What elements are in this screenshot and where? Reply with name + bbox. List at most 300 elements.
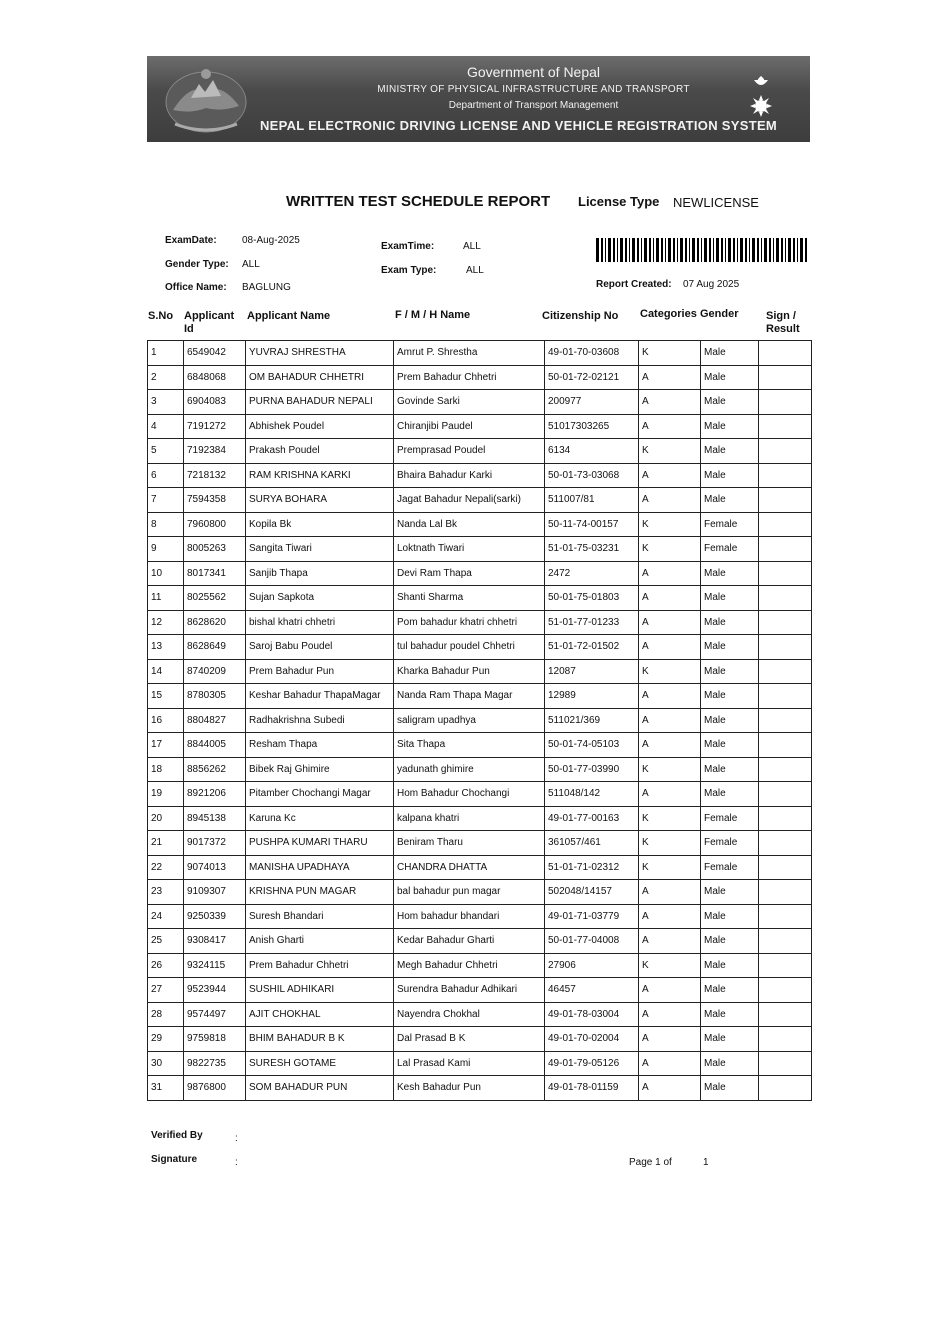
table-row	[148, 684, 812, 709]
col-gender: Gender	[700, 308, 739, 320]
table-row	[148, 1002, 812, 1027]
cell-citizenship: 50-01-72-02121	[545, 365, 639, 390]
cell-gender: Male	[701, 684, 759, 709]
cell-gender: Female	[701, 806, 759, 831]
cell-applicant-name: PUSHPA KUMARI THARU	[246, 831, 394, 856]
verified-by-label: Verified By	[151, 1130, 203, 1141]
cell-category: A	[639, 684, 701, 709]
cell-fmh-name: Kesh Bahadur Pun	[394, 1076, 545, 1101]
cell-applicant-id: 7960800	[184, 512, 246, 537]
cell-sign-result[interactable]	[759, 635, 812, 660]
table-row	[148, 1051, 812, 1076]
cell-sign-result[interactable]	[759, 1002, 812, 1027]
cell-gender: Male	[701, 561, 759, 586]
cell-applicant-id: 8740209	[184, 659, 246, 684]
cell-gender: Female	[701, 512, 759, 537]
cell-applicant-name: KRISHNA PUN MAGAR	[246, 880, 394, 905]
cell-category: A	[639, 1027, 701, 1052]
cell-sign-result[interactable]	[759, 855, 812, 880]
nepal-flag-icon	[746, 70, 776, 122]
cell-sign-result[interactable]	[759, 831, 812, 856]
cell-sign-result[interactable]	[759, 463, 812, 488]
cell-sign-result[interactable]	[759, 806, 812, 831]
cell-category: K	[639, 341, 701, 366]
cell-sign-result[interactable]	[759, 708, 812, 733]
cell-sno: 1	[148, 341, 184, 366]
cell-applicant-name: Sangita Tiwari	[246, 537, 394, 562]
cell-applicant-id: 9759818	[184, 1027, 246, 1052]
office-name-value: BAGLUNG	[242, 282, 291, 293]
col-applicant-id	[184, 310, 234, 336]
cell-applicant-id: 9822735	[184, 1051, 246, 1076]
cell-applicant-name: Resham Thapa	[246, 733, 394, 758]
cell-citizenship: 51-01-71-02312	[545, 855, 639, 880]
cell-applicant-id: 8025562	[184, 586, 246, 611]
cell-citizenship: 51-01-72-01502	[545, 635, 639, 660]
cell-fmh-name: CHANDRA DHATTA	[394, 855, 545, 880]
cell-category: K	[639, 439, 701, 464]
cell-category: A	[639, 1051, 701, 1076]
cell-sno: 21	[148, 831, 184, 856]
table-row	[148, 806, 812, 831]
cell-gender: Male	[701, 586, 759, 611]
table-row	[148, 635, 812, 660]
cell-category: K	[639, 659, 701, 684]
cell-sno: 12	[148, 610, 184, 635]
cell-citizenship: 49-01-78-01159	[545, 1076, 639, 1101]
report-created-value: 07 Aug 2025	[683, 279, 740, 290]
cell-category: A	[639, 414, 701, 439]
col-applicant-id-line2: Id	[184, 323, 194, 335]
cell-category: A	[639, 733, 701, 758]
cell-sno: 2	[148, 365, 184, 390]
schedule-table	[147, 340, 812, 1101]
table-row	[148, 953, 812, 978]
cell-gender: Male	[701, 929, 759, 954]
cell-applicant-id: 9574497	[184, 1002, 246, 1027]
cell-applicant-id: 7594358	[184, 488, 246, 513]
cell-applicant-id: 8856262	[184, 757, 246, 782]
exam-type-label: Exam Type:	[381, 265, 437, 276]
cell-applicant-name: Radhakrishna Subedi	[246, 708, 394, 733]
cell-citizenship: 51017303265	[545, 414, 639, 439]
cell-citizenship: 49-01-70-03608	[545, 341, 639, 366]
cell-applicant-id: 9250339	[184, 904, 246, 929]
cell-fmh-name: Shanti Sharma	[394, 586, 545, 611]
cell-citizenship: 49-01-77-00163	[545, 806, 639, 831]
cell-fmh-name: Pom bahadur khatri chhetri	[394, 610, 545, 635]
cell-category: K	[639, 757, 701, 782]
cell-category: A	[639, 782, 701, 807]
cell-sno: 13	[148, 635, 184, 660]
cell-citizenship: 27906	[545, 953, 639, 978]
cell-gender: Male	[701, 439, 759, 464]
cell-applicant-name: Sujan Sapkota	[246, 586, 394, 611]
cell-fmh-name: saligram upadhya	[394, 708, 545, 733]
cell-sno: 11	[148, 586, 184, 611]
cell-sno: 30	[148, 1051, 184, 1076]
signature-label: Signature	[151, 1154, 198, 1165]
cell-sign-result[interactable]	[759, 782, 812, 807]
cell-sno: 8	[148, 512, 184, 537]
cell-applicant-id: 8921206	[184, 782, 246, 807]
cell-citizenship: 50-01-77-04008	[545, 929, 639, 954]
cell-sign-result[interactable]	[759, 684, 812, 709]
cell-sno: 23	[148, 880, 184, 905]
cell-sign-result[interactable]	[759, 978, 812, 1003]
exam-time-label: ExamTime:	[381, 241, 435, 252]
cell-gender: Male	[701, 414, 759, 439]
cell-citizenship: 49-01-79-05126	[545, 1051, 639, 1076]
cell-applicant-id: 8017341	[184, 561, 246, 586]
cell-sno: 24	[148, 904, 184, 929]
cell-category: A	[639, 586, 701, 611]
cell-sno: 16	[148, 708, 184, 733]
cell-category: K	[639, 806, 701, 831]
cell-sno: 29	[148, 1027, 184, 1052]
cell-gender: Male	[701, 978, 759, 1003]
cell-citizenship: 46457	[545, 978, 639, 1003]
page-label: Page 1 of	[629, 1157, 672, 1168]
cell-category: A	[639, 561, 701, 586]
cell-fmh-name: Dal Prasad B K	[394, 1027, 545, 1052]
cell-sno: 15	[148, 684, 184, 709]
government-title: Government of Nepal	[466, 64, 601, 80]
cell-sign-result[interactable]	[759, 757, 812, 782]
table-row	[148, 659, 812, 684]
cell-fmh-name: Govinde Sarki	[394, 390, 545, 415]
cell-citizenship: 511007/81	[545, 488, 639, 513]
cell-citizenship: 361057/461	[545, 831, 639, 856]
cell-sign-result[interactable]	[759, 365, 812, 390]
cell-applicant-name: OM BAHADUR CHHETRI	[246, 365, 394, 390]
table-row	[148, 586, 812, 611]
cell-sign-result[interactable]	[759, 414, 812, 439]
cell-citizenship: 50-11-74-00157	[545, 512, 639, 537]
cell-applicant-name: Pitamber Chochangi Magar	[246, 782, 394, 807]
cell-gender: Male	[701, 488, 759, 513]
cell-gender: Male	[701, 782, 759, 807]
table-row	[148, 929, 812, 954]
cell-citizenship: 49-01-71-03779	[545, 904, 639, 929]
cell-applicant-id: 9074013	[184, 855, 246, 880]
cell-sno: 20	[148, 806, 184, 831]
cell-sno: 28	[148, 1002, 184, 1027]
cell-applicant-name: Prem Bahadur Pun	[246, 659, 394, 684]
cell-citizenship: 50-01-73-03068	[545, 463, 639, 488]
cell-category: K	[639, 855, 701, 880]
cell-applicant-id: 7191272	[184, 414, 246, 439]
cell-category: A	[639, 463, 701, 488]
cell-sign-result[interactable]	[759, 1076, 812, 1101]
cell-category: K	[639, 537, 701, 562]
cell-citizenship: 511021/369	[545, 708, 639, 733]
license-type-value: NEWLICENSE	[673, 195, 759, 210]
cell-applicant-name: BHIM BAHADUR B K	[246, 1027, 394, 1052]
cell-category: A	[639, 488, 701, 513]
cell-sno: 7	[148, 488, 184, 513]
cell-sno: 25	[148, 929, 184, 954]
cell-gender: Male	[701, 635, 759, 660]
cell-citizenship: 50-01-74-05103	[545, 733, 639, 758]
cell-applicant-name: Sanjib Thapa	[246, 561, 394, 586]
cell-fmh-name: yadunath ghimire	[394, 757, 545, 782]
table-row	[148, 708, 812, 733]
cell-gender: Male	[701, 733, 759, 758]
cell-category: A	[639, 635, 701, 660]
cell-citizenship: 12989	[545, 684, 639, 709]
cell-applicant-name: PURNA BAHADUR NEPALI	[246, 390, 394, 415]
cell-sign-result[interactable]	[759, 1027, 812, 1052]
cell-fmh-name: Nanda Ram Thapa Magar	[394, 684, 545, 709]
cell-sign-result[interactable]	[759, 1051, 812, 1076]
table-row	[148, 855, 812, 880]
cell-gender: Male	[701, 365, 759, 390]
barcode-icon	[596, 238, 808, 262]
table-row	[148, 414, 812, 439]
cell-applicant-id: 8628649	[184, 635, 246, 660]
cell-applicant-name: Kopila Bk	[246, 512, 394, 537]
cell-applicant-name: Saroj Babu Poudel	[246, 635, 394, 660]
cell-category: A	[639, 1002, 701, 1027]
cell-sno: 27	[148, 978, 184, 1003]
cell-applicant-name: Suresh Bhandari	[246, 904, 394, 929]
cell-applicant-name: YUVRAJ SHRESTHA	[246, 341, 394, 366]
cell-applicant-name: bishal khatri chhetri	[246, 610, 394, 635]
table-row	[148, 341, 812, 366]
cell-fmh-name: Hom Bahadur Chochangi	[394, 782, 545, 807]
cell-sign-result[interactable]	[759, 880, 812, 905]
cell-gender: Male	[701, 1027, 759, 1052]
cell-category: A	[639, 904, 701, 929]
cell-citizenship: 50-01-77-03990	[545, 757, 639, 782]
table-row	[148, 831, 812, 856]
cell-applicant-name: Abhishek Poudel	[246, 414, 394, 439]
cell-fmh-name: kalpana khatri	[394, 806, 545, 831]
col-sign-line2: Result	[766, 323, 800, 335]
cell-applicant-name: Keshar Bahadur ThapaMagar	[246, 684, 394, 709]
cell-sno: 10	[148, 561, 184, 586]
cell-applicant-name: SURESH GOTAME	[246, 1051, 394, 1076]
cell-sign-result[interactable]	[759, 929, 812, 954]
cell-category: K	[639, 512, 701, 537]
cell-sign-result[interactable]	[759, 512, 812, 537]
table-row	[148, 537, 812, 562]
cell-fmh-name: Jagat Bahadur Nepali(sarki)	[394, 488, 545, 513]
verified-by-colon: :	[235, 1133, 238, 1144]
cell-gender: Male	[701, 880, 759, 905]
cell-citizenship: 6134	[545, 439, 639, 464]
cell-applicant-id: 7218132	[184, 463, 246, 488]
cell-fmh-name: Hom bahadur bhandari	[394, 904, 545, 929]
table-row	[148, 488, 812, 513]
cell-category: A	[639, 1076, 701, 1101]
cell-applicant-name: Prem Bahadur Chhetri	[246, 953, 394, 978]
exam-date-value: 08-Aug-2025	[242, 235, 300, 246]
col-applicant-name: Applicant Name	[247, 310, 331, 322]
cell-sign-result[interactable]	[759, 341, 812, 366]
schedule-table-body	[148, 341, 812, 1101]
cell-applicant-name: SUSHIL ADHIKARI	[246, 978, 394, 1003]
table-row	[148, 512, 812, 537]
department-title: Department of Transport Management	[448, 100, 619, 111]
cell-sign-result[interactable]	[759, 904, 812, 929]
cell-applicant-id: 9308417	[184, 929, 246, 954]
cell-fmh-name: Surendra Bahadur Adhikari	[394, 978, 545, 1003]
col-sign-result	[766, 310, 800, 336]
col-sno: S.No	[148, 310, 174, 322]
cell-fmh-name: Premprasad Poudel	[394, 439, 545, 464]
cell-applicant-name: Karuna Kc	[246, 806, 394, 831]
cell-applicant-name: AJIT CHOKHAL	[246, 1002, 394, 1027]
cell-sign-result[interactable]	[759, 390, 812, 415]
table-row	[148, 1076, 812, 1101]
cell-category: A	[639, 708, 701, 733]
cell-gender: Male	[701, 1002, 759, 1027]
cell-applicant-name: Bibek Raj Ghimire	[246, 757, 394, 782]
cell-fmh-name: bal bahadur pun magar	[394, 880, 545, 905]
cell-applicant-name: RAM KRISHNA KARKI	[246, 463, 394, 488]
cell-fmh-name: Prem Bahadur Chhetri	[394, 365, 545, 390]
cell-fmh-name: Nayendra Chokhal	[394, 1002, 545, 1027]
cell-fmh-name: Kharka Bahadur Pun	[394, 659, 545, 684]
cell-citizenship: 12087	[545, 659, 639, 684]
cell-applicant-name: SURYA BOHARA	[246, 488, 394, 513]
cell-gender: Female	[701, 537, 759, 562]
cell-applicant-id: 6848068	[184, 365, 246, 390]
cell-citizenship: 51-01-75-03231	[545, 537, 639, 562]
report-created-label: Report Created:	[596, 279, 672, 290]
ministry-title: MINISTRY OF PHYSICAL INFRASTRUCTURE AND TRANSPORT	[377, 84, 690, 95]
cell-gender: Male	[701, 659, 759, 684]
col-citizenship: Citizenship No	[542, 310, 619, 322]
table-row	[148, 365, 812, 390]
cell-gender: Male	[701, 1051, 759, 1076]
cell-fmh-name: Chiranjibi Paudel	[394, 414, 545, 439]
exam-type-value: ALL	[466, 265, 484, 276]
cell-fmh-name: Devi Ram Thapa	[394, 561, 545, 586]
cell-gender: Male	[701, 757, 759, 782]
cell-citizenship: 49-01-78-03004	[545, 1002, 639, 1027]
cell-gender: Male	[701, 463, 759, 488]
cell-applicant-id: 8005263	[184, 537, 246, 562]
table-row	[148, 904, 812, 929]
cell-sign-result[interactable]	[759, 488, 812, 513]
table-row	[148, 439, 812, 464]
system-title: NEPAL ELECTRONIC DRIVING LICENSE AND VEHICLE REGISTRATION SYSTEM	[259, 118, 778, 133]
cell-category: K	[639, 831, 701, 856]
cell-fmh-name: Kedar Bahadur Gharti	[394, 929, 545, 954]
cell-applicant-name: Prakash Poudel	[246, 439, 394, 464]
cell-gender: Male	[701, 708, 759, 733]
license-type-label: License Type	[578, 194, 660, 209]
cell-sign-result[interactable]	[759, 537, 812, 562]
cell-sno: 26	[148, 953, 184, 978]
exam-date-label: ExamDate:	[165, 235, 217, 246]
table-row	[148, 390, 812, 415]
cell-citizenship: 200977	[545, 390, 639, 415]
cell-sno: 6	[148, 463, 184, 488]
cell-applicant-name: SOM BAHADUR PUN	[246, 1076, 394, 1101]
table-row	[148, 978, 812, 1003]
cell-applicant-id: 7192384	[184, 439, 246, 464]
cell-gender: Female	[701, 831, 759, 856]
cell-sign-result[interactable]	[759, 733, 812, 758]
cell-category: A	[639, 880, 701, 905]
cell-sign-result[interactable]	[759, 610, 812, 635]
cell-citizenship: 2472	[545, 561, 639, 586]
header-banner	[147, 56, 810, 142]
cell-citizenship: 502048/14157	[545, 880, 639, 905]
cell-sign-result[interactable]	[759, 586, 812, 611]
exam-time-value: ALL	[463, 241, 481, 252]
cell-sno: 22	[148, 855, 184, 880]
cell-gender: Male	[701, 1076, 759, 1101]
signature-colon: :	[235, 1157, 238, 1168]
cell-sno: 31	[148, 1076, 184, 1101]
gender-type-value: ALL	[242, 259, 260, 270]
cell-category: A	[639, 390, 701, 415]
cell-citizenship: 511048/142	[545, 782, 639, 807]
cell-gender: Male	[701, 341, 759, 366]
cell-sno: 19	[148, 782, 184, 807]
cell-applicant-id: 8804827	[184, 708, 246, 733]
cell-gender: Male	[701, 610, 759, 635]
cell-applicant-id: 6549042	[184, 341, 246, 366]
cell-gender: Male	[701, 953, 759, 978]
cell-sno: 9	[148, 537, 184, 562]
cell-category: K	[639, 953, 701, 978]
cell-fmh-name: Sita Thapa	[394, 733, 545, 758]
office-name-label: Office Name:	[165, 282, 227, 293]
cell-fmh-name: Bhaira Bahadur Karki	[394, 463, 545, 488]
cell-applicant-id: 9109307	[184, 880, 246, 905]
cell-applicant-name: Anish Gharti	[246, 929, 394, 954]
col-categories: Categories	[640, 308, 697, 320]
cell-sno: 5	[148, 439, 184, 464]
cell-fmh-name: Beniram Tharu	[394, 831, 545, 856]
col-sign-line1: Sign /	[766, 310, 796, 322]
cell-sno: 14	[148, 659, 184, 684]
cell-sno: 3	[148, 390, 184, 415]
cell-sno: 17	[148, 733, 184, 758]
cell-applicant-id: 8780305	[184, 684, 246, 709]
cell-gender: Female	[701, 855, 759, 880]
report-title: WRITTEN TEST SCHEDULE REPORT	[286, 193, 551, 210]
cell-fmh-name: Amrut P. Shrestha	[394, 341, 545, 366]
cell-category: A	[639, 365, 701, 390]
cell-sno: 4	[148, 414, 184, 439]
table-row	[148, 733, 812, 758]
table-row	[148, 757, 812, 782]
table-row	[148, 880, 812, 905]
cell-gender: Male	[701, 904, 759, 929]
col-applicant-id-line1: Applicant	[184, 310, 235, 322]
cell-sign-result[interactable]	[759, 561, 812, 586]
cell-applicant-id: 8844005	[184, 733, 246, 758]
gender-type-label: Gender Type:	[165, 259, 229, 270]
cell-sign-result[interactable]	[759, 953, 812, 978]
cell-sign-result[interactable]	[759, 439, 812, 464]
page-total: 1	[703, 1157, 709, 1168]
cell-category: A	[639, 978, 701, 1003]
cell-fmh-name: Nanda Lal Bk	[394, 512, 545, 537]
cell-sign-result[interactable]	[759, 659, 812, 684]
cell-applicant-id: 9523944	[184, 978, 246, 1003]
cell-citizenship: 49-01-70-02004	[545, 1027, 639, 1052]
table-row	[148, 610, 812, 635]
col-fmh-name: F / M / H Name	[395, 309, 471, 321]
